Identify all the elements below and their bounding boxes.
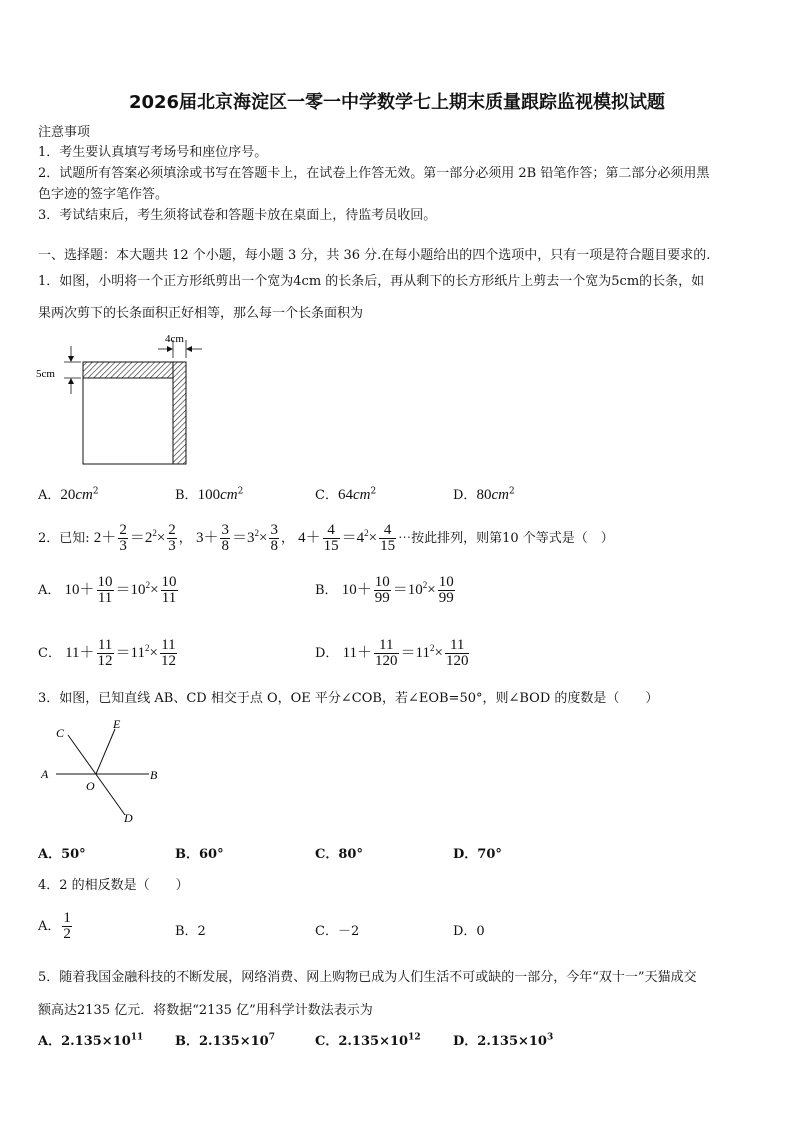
q3-option-a: A．50°: [38, 847, 86, 862]
notes-item: 1．考生要认真填写考场号和座位序号。: [38, 145, 268, 160]
q4-option-c: C．－2: [315, 924, 360, 939]
notes-item: 色字迹的签字笔作答。: [38, 187, 169, 202]
q1-text: 果两次剪下的长条面积正好相等，那么每一个长条面积为: [38, 306, 364, 321]
label-4cm: 4cm: [165, 333, 184, 345]
q2-option-a: A． 10＋ $\frac{10}{11}$ $=10^2\times$ $\frac{10}{11}$: [38, 574, 177, 607]
line-cd: [68, 735, 125, 815]
q4-option-a: A． $\frac{1}{2}$: [38, 910, 71, 942]
exam-title: 2026届北京海淀区一零一中学数学七上期末质量跟踪监视模拟试题: [128, 92, 666, 113]
q3-option-d: D．70°: [453, 847, 502, 862]
q5-text: 额高达2135 亿元．将数据“2135 亿”用科学计数法表示为: [38, 1003, 373, 1018]
notes-item: 3．考试结束后，考生须将试卷和答题卡放在桌面上，待监考员收回。: [38, 208, 437, 223]
point-label-d: D: [124, 811, 133, 825]
q3-text: 3．如图，已知直线 AB、CD 相交于点 O，OE 平分∠COB，若∠EOB=50°，则∠BOD 的度数是（ ）: [38, 691, 659, 706]
q5-text: 5．随着我国金融科技的不断发展，网络消费、网上购物已成为人们生活不可或缺的一部分，今年“双十一”天猫成交: [38, 970, 697, 985]
q2-option-c: C． 11＋ $\frac{11}{12}$ $=11^2\times$ $\frac{11}{12}$: [38, 637, 176, 670]
notes-heading: 注意事项: [38, 125, 91, 140]
q2-equation: 2＋ $\frac{2}{3}$ $=2^2\times$ $\frac{2}{3}$: [93, 522, 176, 555]
q5-option-d: D．$2.135\times 10^3$: [453, 1032, 554, 1049]
q5-option-b: B．$2.135\times 10^7$: [175, 1032, 275, 1049]
q3-option-b: B．60°: [175, 847, 224, 862]
vertical-strip: [173, 362, 186, 464]
notes-item: 2．试题所有答案必须填涂或书写在答题卡上，在试卷上作答无效。第一部分必须用 2B 铅笔作答；第二部分必须用黑: [38, 166, 710, 181]
q1-figure: [30, 328, 210, 470]
point-label-c: C: [56, 726, 65, 740]
q5-option-a: A．$2.135\times 10^{11}$: [38, 1032, 144, 1049]
q1-text: 1．如图，小明将一个正方形纸剪出一个宽为4cm 的长条后，再从剩下的长方形纸片上剪去一个宽为5cm的长条，如: [38, 274, 705, 289]
q2-option-b: B． 10＋ $\frac{10}{99}$ $=10^2\times$ $\frac{10}{99}$: [315, 574, 454, 607]
q5-option-c: C．$2.135\times 10^{12}$: [315, 1032, 421, 1049]
section-heading: 一、选择题：本大题共 12 个小题，每小题 3 分，共 36 分.在每小题给出的四个选项中，只有一项是符合题目要求的.: [38, 248, 711, 263]
q4-option-d: D．0: [453, 924, 485, 939]
q3-option-c: C．80°: [315, 847, 363, 862]
q2-equation: 4＋ $\frac{4}{15}$ $=4^2\times$ $\frac{4}{15}$: [298, 522, 396, 555]
ray-oe: [96, 729, 115, 774]
point-label-a: A: [41, 767, 49, 781]
q4-option-b: B．2: [175, 924, 206, 939]
q4-text: 4．2 的相反数是（ ）: [38, 878, 189, 893]
q1-option-c: C．$64cm^2$: [315, 486, 377, 503]
q2-option-d: D． 11＋ $\frac{11}{120}$ $=11^2\times$ $\frac{11}{120}$: [315, 637, 469, 670]
point-label-e: E: [113, 717, 121, 731]
point-label-b: B: [150, 768, 158, 782]
q1-option-d: D．$80cm^2$: [453, 486, 515, 503]
horizontal-strip: [83, 362, 173, 378]
q1-option-a: A．$20cm^2$: [38, 486, 99, 503]
q2-text: 2．已知: 2＋ $\frac{2}{3}$ $=2^2\times$ $\frac{2}{3}$ ， 3＋ $\frac{3}{8}$ $=3^2\times$ $\frac{3}{8}$ ， 4＋ $\frac{4}{15}$ $=4^2\times$ $\frac{4}{15}$ ⋯按此排列，则第10 个等式是（ ）: [38, 522, 614, 555]
point-label-o: O: [86, 779, 95, 793]
q2-equation: 3＋ $\frac{3}{8}$ $=3^2\times$ $\frac{3}{8}$: [195, 522, 278, 555]
label-5cm: 5cm: [36, 368, 55, 380]
q1-option-b: B．$100cm^2$: [175, 486, 244, 503]
q3-figure: [38, 715, 173, 827]
